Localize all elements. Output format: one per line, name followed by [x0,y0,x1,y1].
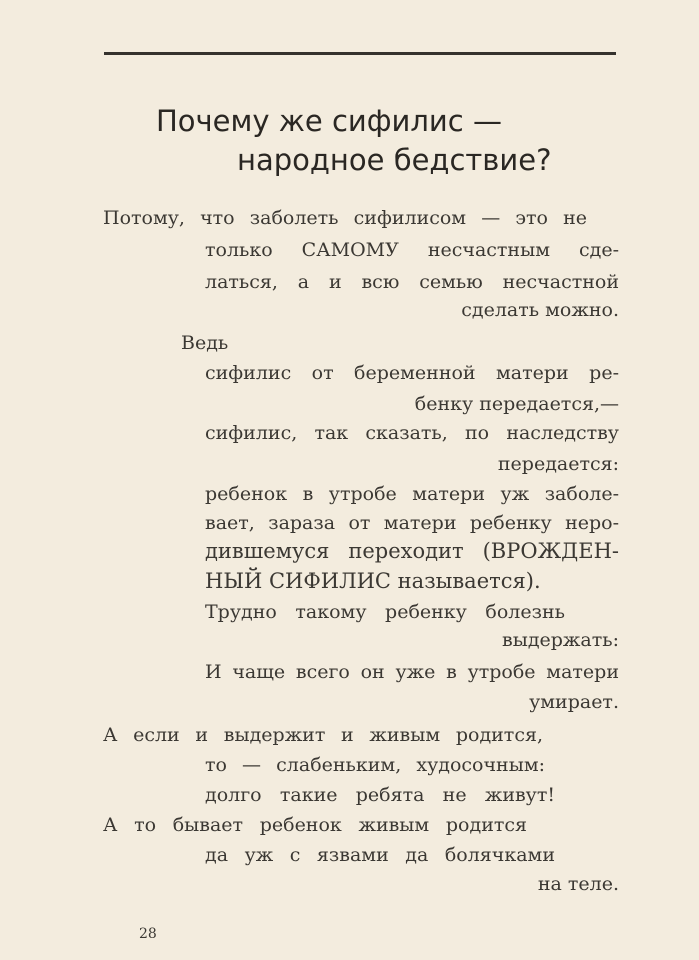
text-line: долго такие ребята не живут! [205,784,555,806]
text-line: вает, зараза от матери ребенку неро- [205,512,619,534]
title-line-1: Почему же сифилис — [156,104,502,138]
top-rule [104,52,616,55]
text-line: Трудно такому ребенку болезнь [205,601,565,623]
text-line: только САМОМУ несчастным сде- [205,239,619,261]
text-line: сифилис, так сказать, по наследству [205,422,619,444]
text-line: умирает. [529,691,619,713]
text-line: сифилис от беременной матери ре- [205,362,619,384]
text-line: Ведь [181,332,229,354]
text-line: латься, а и всю семью несчастной [205,271,619,293]
text-line: НЫЙ СИФИЛИС называется). [205,569,541,593]
text-line: на теле. [537,873,619,895]
text-line: ребенок в утробе матери уж заболе- [205,483,619,505]
title-line-2: народное бедствие? [237,143,552,177]
text-line: А если и выдержит и живым родится, [103,724,543,746]
text-line: А то бывает ребенок живым родится [103,814,527,836]
text-line: то — слабеньким, худосочным: [205,754,545,776]
text-line: И чаще всего он уже в утробе матери [205,661,619,683]
text-line: бенку передается,— [414,393,619,415]
text-line: да уж с язвами да болячками [205,844,555,866]
text-line: сделать можно. [461,299,619,321]
text-line: выдержать: [502,629,619,651]
text-line: дившемуся переходит (ВРОЖДЕН- [205,539,619,563]
page-number: 28 [139,926,157,942]
text-line: Потому, что заболеть сифилисом — это не [103,207,587,229]
text-line: передается: [497,453,619,475]
